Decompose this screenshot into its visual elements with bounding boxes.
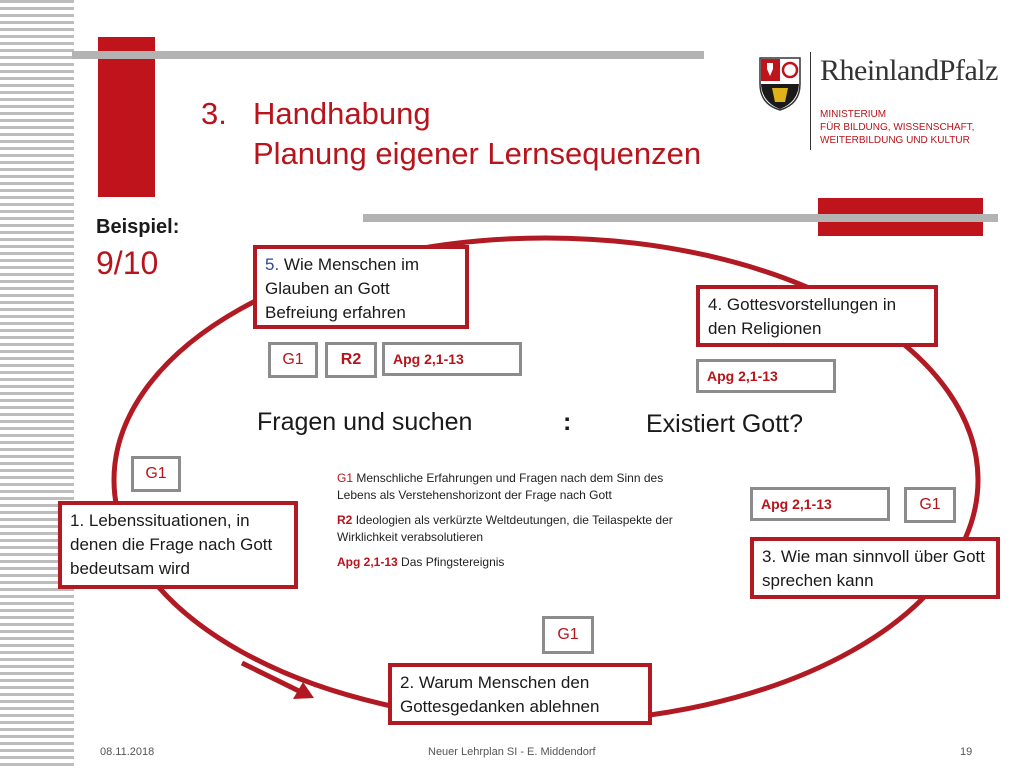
tag-apg-right: Apg 2,1-13 (750, 487, 890, 521)
ministry-name: MINISTERIUM FÜR BILDUNG, WISSENSCHAFT, WEITERBILDUNG UND KULTUR (820, 109, 975, 146)
topic-box-4: 4. Gottesvorstellungen in den Religionen (696, 285, 938, 347)
title-line2: Planung eigener Lernsequenzen (253, 136, 702, 171)
footer-page-number: 19 (960, 746, 973, 758)
title-number: 3. (201, 96, 227, 131)
tag-g1-bottom: G1 (542, 616, 594, 654)
center-left-text: Fragen und suchen (257, 408, 473, 436)
tag-r2-top: R2 (325, 342, 377, 378)
title-line1: Handhabung (253, 96, 431, 131)
topic-box-5-text: Wie Menschen im Glauben an Gott Befreiung erfahren (265, 255, 420, 322)
logo-wordmark: RheinlandPfalz (820, 54, 998, 87)
grade-label: 9/10 (96, 245, 159, 281)
topic-box-3: 3. Wie man sinnvoll über Gott sprechen kann (750, 537, 1000, 599)
topic-box-1: 1. Lebenssituationen, in denen die Frage nach Gott bedeutsam wird (58, 501, 298, 589)
tag-g1-left: G1 (131, 456, 181, 492)
tag-apg-right-top: Apg 2,1-13 (696, 359, 836, 393)
legend (337, 470, 697, 571)
topic-box-2: 2. Warum Menschen den Gottesgedanken ablehnen (388, 663, 652, 725)
tag-g1-top: G1 (268, 342, 318, 378)
legend-r2: R2 Ideologien als verkürzte Weltdeutungen, die Teilaspekte der Wirklichkeit verabsolutieren (337, 513, 673, 544)
topic-box-5 (253, 245, 469, 329)
footer-center: Neuer Lehrplan SI - E. Middendorf (428, 746, 596, 758)
footer-date: 08.11.2018 (100, 746, 155, 758)
legend-g1: G1 Menschliche Erfahrungen und Fragen nach dem Sinn des Lebens als Verstehenshorizont der Frage nach Gott (337, 471, 664, 502)
topic-box-5-number: 5. (265, 255, 280, 274)
example-label: Beispiel: (96, 216, 180, 238)
tag-g1-right: G1 (904, 487, 956, 523)
legend-apg: Apg 2,1-13 Das Pfingstereignis (337, 555, 505, 569)
tag-apg-top: Apg 2,1-13 (382, 342, 522, 376)
center-right-text: Existiert Gott? (646, 410, 803, 438)
center-colon: : (563, 408, 572, 436)
